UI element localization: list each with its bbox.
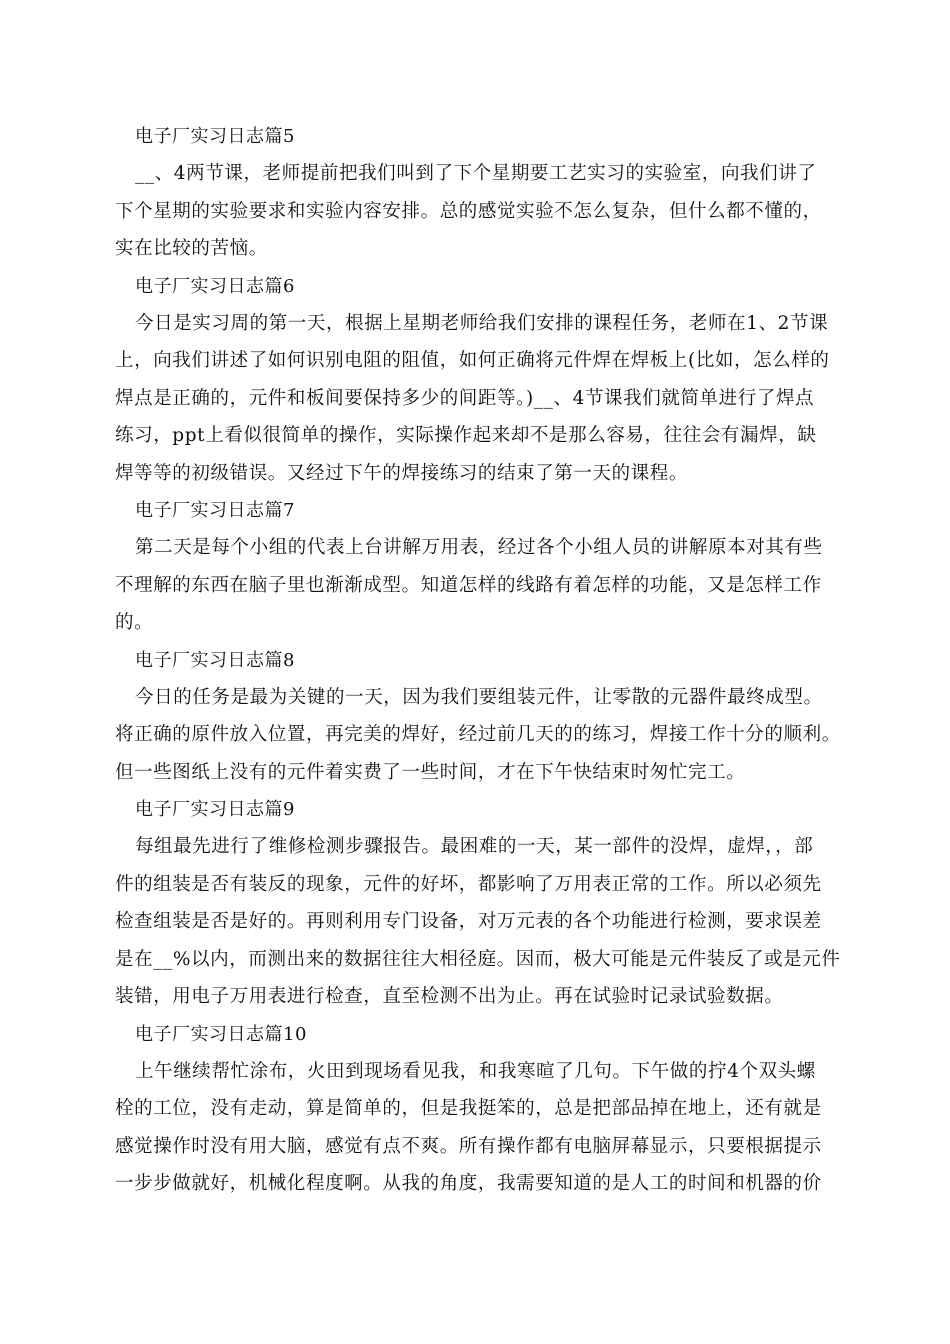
section-title-9: 电子厂实习日志篇9 xyxy=(135,799,295,820)
paragraph-line: 的。 xyxy=(115,612,154,633)
section-paragraph-5 xyxy=(115,155,837,268)
paragraph-line: 一步步做就好，机械化程度啊。从我的角度，我需要知道的是人工的时间和机器的价 xyxy=(115,1173,822,1194)
paragraph-line: 感觉操作时没有用大脑，感觉有点不爽。所有操作都有电脑屏幕显示，只要根据提示 xyxy=(115,1135,822,1157)
section-paragraph-9 xyxy=(115,828,841,1016)
paragraph-line: 将正确的原件放入位置，再完美的焊好，经过前几天的的练习，焊接工作十分的顺利。 xyxy=(115,724,841,745)
paragraph-line: 上，向我们讲述了如何识别电阻的阻值，如何正确将元件焊在焊板上(比如，怎么样的 xyxy=(115,350,830,371)
section-paragraph-10 xyxy=(115,1053,837,1203)
section-title-8: 电子厂实习日志篇8 xyxy=(135,649,295,671)
paragraph-line: 今日是实习周的第一天，根据上星期老师给我们安排的课程任务，老师在1、2节课 xyxy=(135,312,829,334)
section-paragraph-6 xyxy=(115,305,837,493)
paragraph-line: 今日的任务是最为关键的一天，因为我们要组装元件，让零散的元器件最终成型。 xyxy=(135,686,823,708)
section-title-10: 电子厂实习日志篇10 xyxy=(135,1023,307,1045)
paragraph-line: 上午继续帮忙涂布，火田到现场看见我，和我寒暄了几句。下午做的拧4个双头螺 xyxy=(135,1060,816,1082)
section-paragraph-7 xyxy=(115,529,837,642)
paragraph-line: 练习，ppt上看似很简单的操作，实际操作起来却不是那么容易，往往会有漏焊，缺 xyxy=(115,425,817,446)
paragraph-line: 第二天是每个小组的代表上台讲解万用表，经过各个小组人员的讲解原本对其有些 xyxy=(135,537,823,558)
paragraph-line: __、4两节课，老师提前把我们叫到了下个星期要工艺实习的实验室，向我们讲了 xyxy=(135,163,817,184)
paragraph-line: 装错，用电子万用表进行检查，直至检测不出为止。再在试验时记录试验数据。 xyxy=(115,986,784,1007)
paragraph-line: 实在比较的苦恼。 xyxy=(115,238,268,259)
section-title-5: 电子厂实习日志篇5 xyxy=(135,126,295,147)
paragraph-line: 是在__%以内，而测出来的数据往往大相径庭。因而，极大可能是元件装反了或是元件 xyxy=(115,948,841,970)
paragraph-line: 焊点是正确的，元件和板间要保持多少的间距等。)__、4节课我们就简单进行了焊点 xyxy=(115,387,815,409)
paragraph-line: 栓的工位，没有走动，算是简单的，但是我挺笨的，总是把部品掉在地上，还有就是 xyxy=(115,1098,822,1119)
paragraph-line: 不理解的东西在脑子里也渐渐成型。知道怎样的线路有着怎样的功能，又是怎样工作 xyxy=(115,574,822,596)
paragraph-line: 每组最先进行了维修检测步骤报告。最困难的一天，某一部件的没焊，虚焊，，部 xyxy=(135,836,814,857)
section-paragraph-8 xyxy=(115,679,841,792)
section-title-6: 电子厂实习日志篇6 xyxy=(135,275,295,297)
paragraph-line: 焊等等的初级错误。又经过下午的焊接练习的结束了第一天的课程。 xyxy=(115,462,689,484)
paragraph-line: 件的组装是否有装反的现象，元件的好坏，都影响了万用表正常的工作。所以必须先 xyxy=(115,873,822,895)
section-title-7: 电子厂实习日志篇7 xyxy=(135,500,295,521)
paragraph-line: 检查组装是否是好的。再则利用专门设备，对万元表的各个功能进行检测，要求误差 xyxy=(115,911,822,932)
paragraph-line: 但一些图纸上没有的元件着实费了一些时间，才在下午快结束时匆忙完工。 xyxy=(115,761,746,783)
document-body xyxy=(115,118,841,1203)
paragraph-line: 下个星期的实验要求和实验内容安排。总的感觉实验不怎么复杂，但什么都不懂的， xyxy=(115,200,822,222)
